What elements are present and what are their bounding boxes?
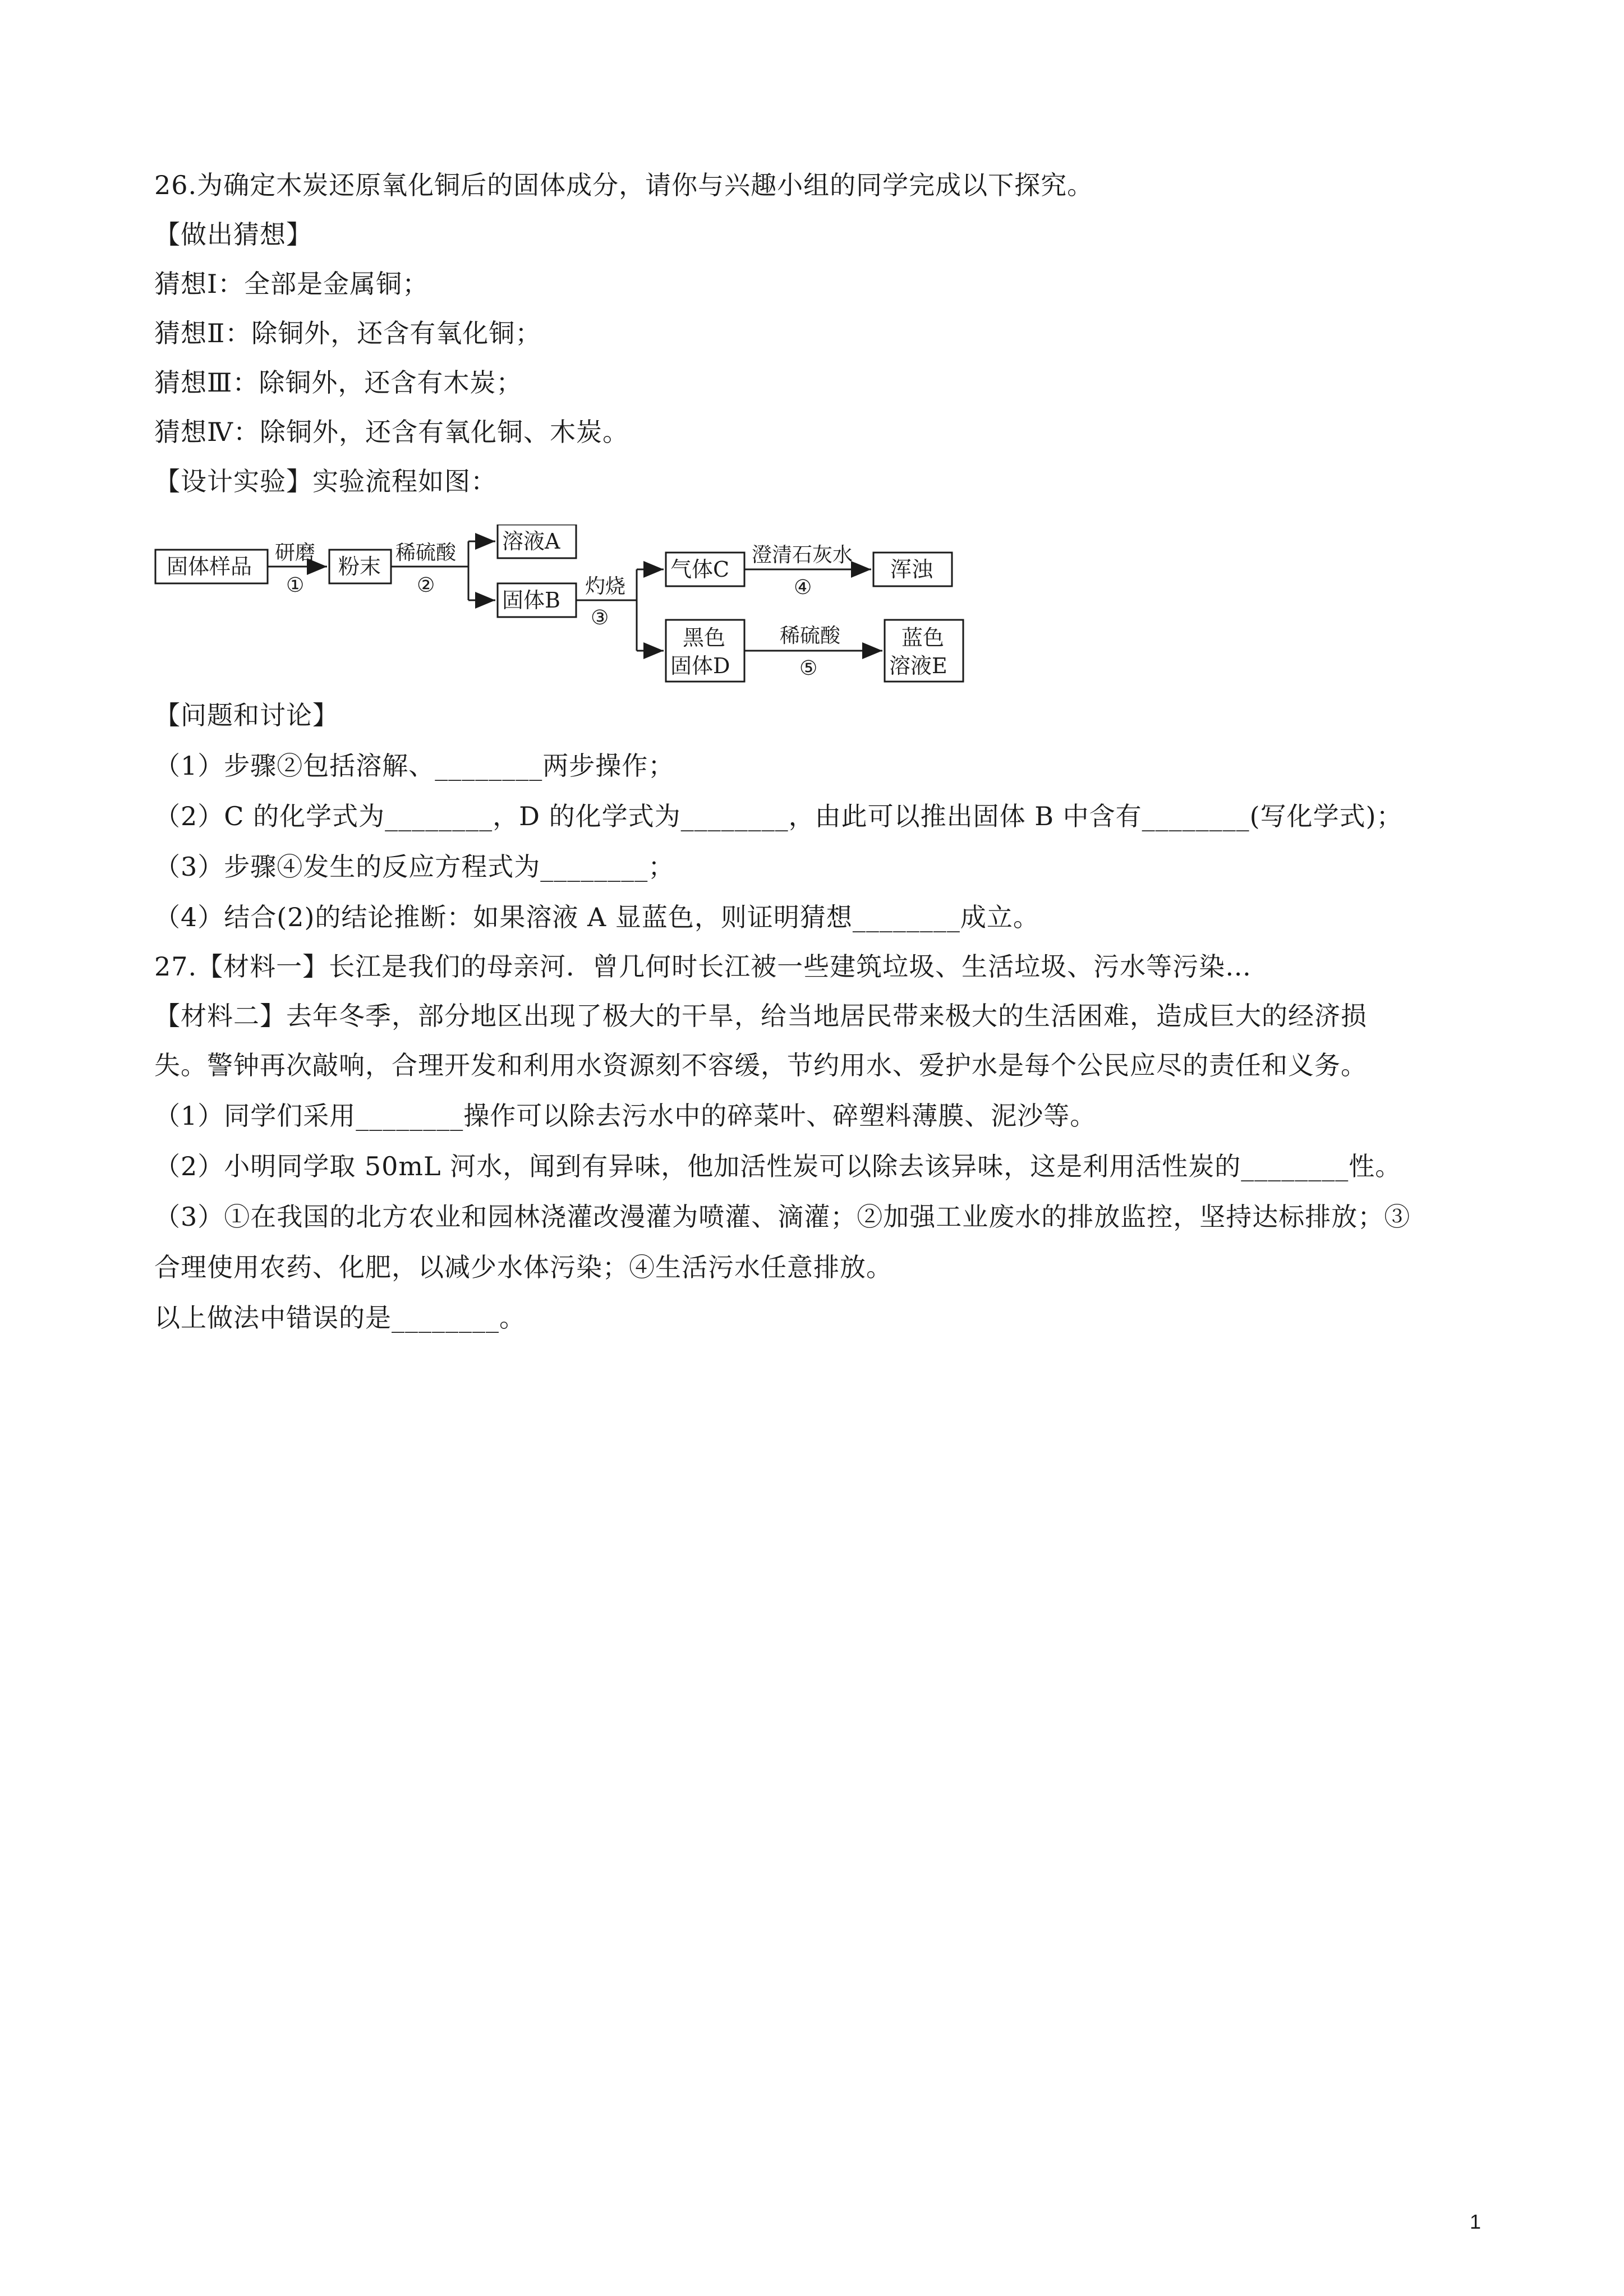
experiment-flow-diagram: [154, 524, 968, 687]
q27-part-3-line-2: 合理使用农药、化肥，以减少水体污染；④生活污水任意排放。: [154, 1252, 892, 1282]
q26-part-1: （1）步骤②包括溶解、________两步操作；: [154, 751, 675, 781]
section-design-heading: 【设计实验】实验流程如图：: [154, 466, 497, 496]
label-sample: 固体样品: [167, 554, 252, 579]
guess-4: 猜想Ⅳ：除铜外，还含有氧化铜、木炭。: [154, 417, 629, 447]
q27-material-1: 27.【材料一】长江是我们的母亲河．曾几何时长江被一些建筑垃圾、生活垃圾、污水等污染…: [154, 951, 1252, 982]
label-acid2: 稀硫酸: [780, 624, 841, 647]
q27-material-2-line-1: 【材料二】去年冬季，部分地区出现了极大的干旱，给当地居民带来极大的生活困难，造成巨大的经济损: [154, 1001, 1367, 1031]
label-blue-e-1: 蓝色: [901, 625, 945, 650]
label-step5: ⑤: [799, 657, 818, 680]
page-number: 1: [1470, 2210, 1482, 2233]
label-black-d-1: 黑色: [683, 625, 726, 650]
q27-material-2-line-2: 失。警钟再次敲响，合理开发和利用水资源刻不容缓，节约用水、爱护水是每个公民应尽的责任和义务。: [154, 1050, 1367, 1080]
label-limewater: 澄清石灰水: [752, 544, 853, 567]
label-blue-e-2: 溶液E: [889, 654, 947, 678]
q27-part-1: （1）同学们采用________操作可以除去污水中的碎菜叶、碎塑料薄膜、泥沙等。: [154, 1101, 1097, 1131]
q27-part-2: （2）小明同学取 50mL 河水，闻到有异味，他加活性炭可以除去该异味，这是利用活性炭的________性。: [154, 1151, 1402, 1181]
label-gas-c: 气体C: [670, 557, 730, 582]
section-guess-heading: 【做出猜想】: [154, 219, 312, 250]
label-black-d-2: 固体D: [670, 654, 730, 678]
q26-part-2: （2）C 的化学式为________，D 的化学式为________，由此可以推出固体 B 中含有________(写化学式)；: [154, 801, 1403, 831]
label-step2: ②: [417, 574, 435, 597]
q26-part-3: （3）步骤④发生的反应方程式为________；: [154, 852, 675, 882]
label-step4: ④: [794, 576, 812, 599]
label-grind: 研磨: [275, 541, 316, 564]
guess-1: 猜想Ⅰ：全部是金属铜；: [154, 269, 429, 299]
label-acid: 稀硫酸: [395, 541, 457, 564]
label-solid-b: 固体B: [502, 588, 560, 613]
label-turbid: 浑浊: [890, 557, 933, 582]
label-burn: 灼烧: [585, 575, 626, 598]
label-powder: 粉末: [338, 554, 381, 579]
q27-part-3-line-1: （3）①在我国的北方农业和园林浇灌改漫灌为喷灌、滴灌；②加强工业废水的排放监控，坚持达标排放；③: [154, 1202, 1411, 1232]
q27-part-3-line-3: 以上做法中错误的是________。: [154, 1303, 526, 1333]
label-step3: ③: [591, 606, 609, 629]
question-26-title: 26.为确定木炭还原氧化铜后的固体成分，请你与兴趣小组的同学完成以下探究。: [154, 170, 1094, 200]
guess-3: 猜想Ⅲ：除铜外，还含有木炭；: [154, 367, 523, 398]
label-step1: ①: [286, 574, 305, 597]
guess-2: 猜想Ⅱ：除铜外，还含有氧化铜；: [154, 318, 542, 348]
label-solution-a: 溶液A: [502, 529, 560, 554]
section-discuss-heading: 【问题和讨论】: [154, 700, 339, 730]
q26-part-4: （4）结合(2)的结论推断：如果溶液 A 显蓝色，则证明猜想________成立。: [154, 902, 1039, 932]
